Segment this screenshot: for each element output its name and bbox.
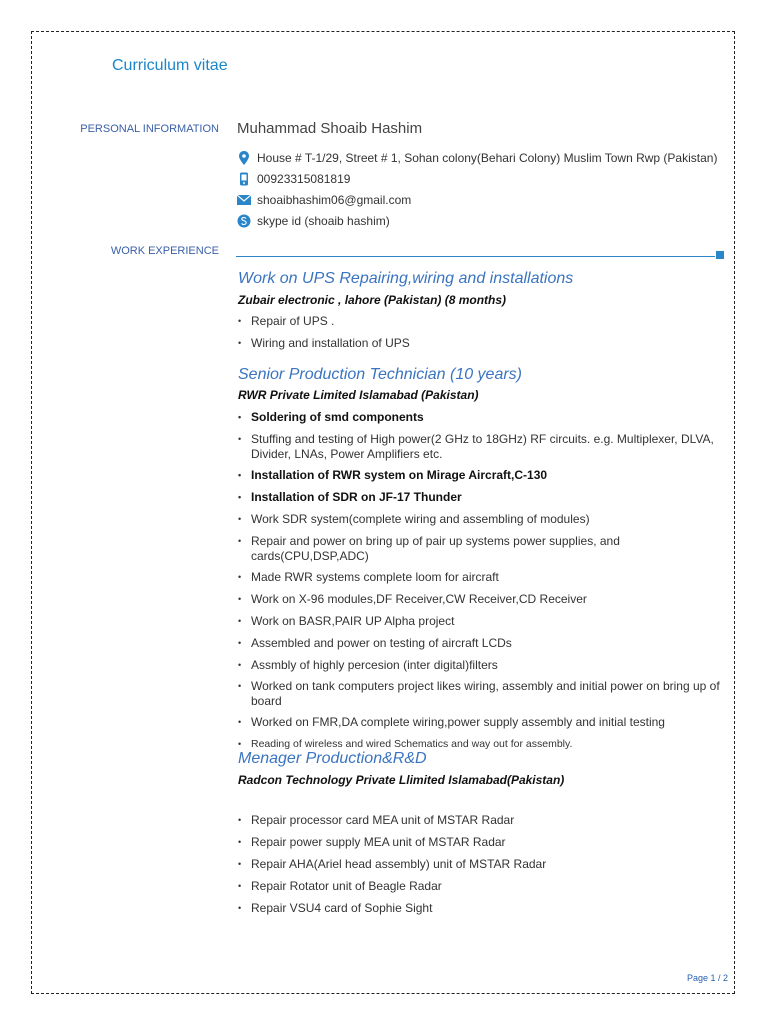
list-item: • Work on X-96 modules,DF Receiver,CW Receiver,CD Receiver	[238, 592, 720, 607]
list-item: • Assembled and power on testing of aircraft LCDs	[238, 636, 720, 651]
phone-text: 00923315081819	[257, 172, 351, 186]
email-text[interactable]: shoaibhashim06@gmail.com	[257, 193, 412, 207]
divider-end-marker	[716, 251, 724, 259]
job-title: Menager Production&R&D	[238, 750, 427, 767]
phone-row	[237, 172, 350, 186]
list-item: • Worked on tank computers project likes wiring, assembly and initial power on bring up of board	[238, 679, 720, 709]
email-row	[237, 193, 411, 207]
list-item: • Worked on FMR,DA complete wiring,power supply assembly and initial testing	[238, 715, 720, 730]
job-title: Work on UPS Repairing,wiring and installations	[238, 270, 574, 287]
job-title: Senior Production Technician (10 years)	[238, 366, 523, 383]
list-item: • Repair processor card MEA unit of MSTAR Radar	[238, 813, 720, 828]
skype-icon	[237, 214, 251, 228]
section-divider	[236, 256, 715, 257]
personal-information-label: PERSONAL INFORMATION	[80, 123, 219, 135]
list-item: • Repair and power on bring up of pair up systems power supplies, and cards(CPU,DSP,ADC)	[238, 534, 720, 564]
location-pin-icon	[237, 151, 251, 165]
list-item: • Assmbly of highly percesion (inter digital)filters	[238, 658, 720, 673]
list-item: • Installation of RWR system on Mirage Aircraft,C-130	[238, 468, 720, 483]
list-item: • Work SDR system(complete wiring and assembling of modules)	[238, 512, 720, 527]
list-item: • Repair Rotator unit of Beagle Radar	[238, 879, 720, 894]
skype-text: skype id (shoaib hashim)	[257, 214, 390, 228]
list-item: • Repair of UPS .	[238, 314, 720, 329]
list-item: • Repair AHA(Ariel head assembly) unit of MSTAR Radar	[238, 857, 720, 872]
job-duties-list	[238, 813, 720, 916]
full-name: Muhammad Shoaib Hashim	[237, 120, 423, 137]
job-employer: Radcon Technology Private Llimited Islamabad(Pakistan)	[238, 773, 565, 787]
list-item: • Work on BASR,PAIR UP Alpha project	[238, 614, 720, 629]
cv-title: Curriculum vitae	[112, 57, 228, 74]
job-employer: RWR Private Limited Islamabad (Pakistan)	[238, 388, 479, 402]
list-item: • Wiring and installation of UPS	[238, 336, 720, 351]
job-duties-list	[238, 314, 720, 351]
list-item: • Repair VSU4 card of Sophie Sight	[238, 901, 720, 916]
mobile-phone-icon	[237, 172, 251, 186]
address-row	[237, 151, 717, 165]
list-item: • Soldering of smd components	[238, 410, 720, 425]
page-number: Page 1 / 2	[687, 973, 729, 983]
list-item: • Repair power supply MEA unit of MSTAR Radar	[238, 835, 720, 850]
list-item: • Made RWR systems complete loom for aircraft	[238, 570, 720, 585]
list-item: • Reading of wireless and wired Schematics and way out for assembly.	[238, 737, 720, 752]
job-duties-list	[238, 410, 720, 752]
list-item: • Stuffing and testing of High power(2 GHz to 18GHz) RF circuits. e.g. Multiplexer, DLVA, Divider, LNAs, Power Amplifiers etc.	[238, 432, 720, 462]
envelope-icon	[237, 193, 251, 207]
address-text: House # T-1/29, Street # 1, Sohan colony(Behari Colony) Muslim Town Rwp (Pakistan)	[257, 151, 718, 165]
list-item: • Installation of SDR on JF-17 Thunder	[238, 490, 720, 505]
work-experience-label: WORK EXPERIENCE	[110, 245, 219, 257]
skype-row	[237, 214, 390, 228]
job-employer: Zubair electronic , lahore (Pakistan) (8 months)	[238, 293, 507, 307]
